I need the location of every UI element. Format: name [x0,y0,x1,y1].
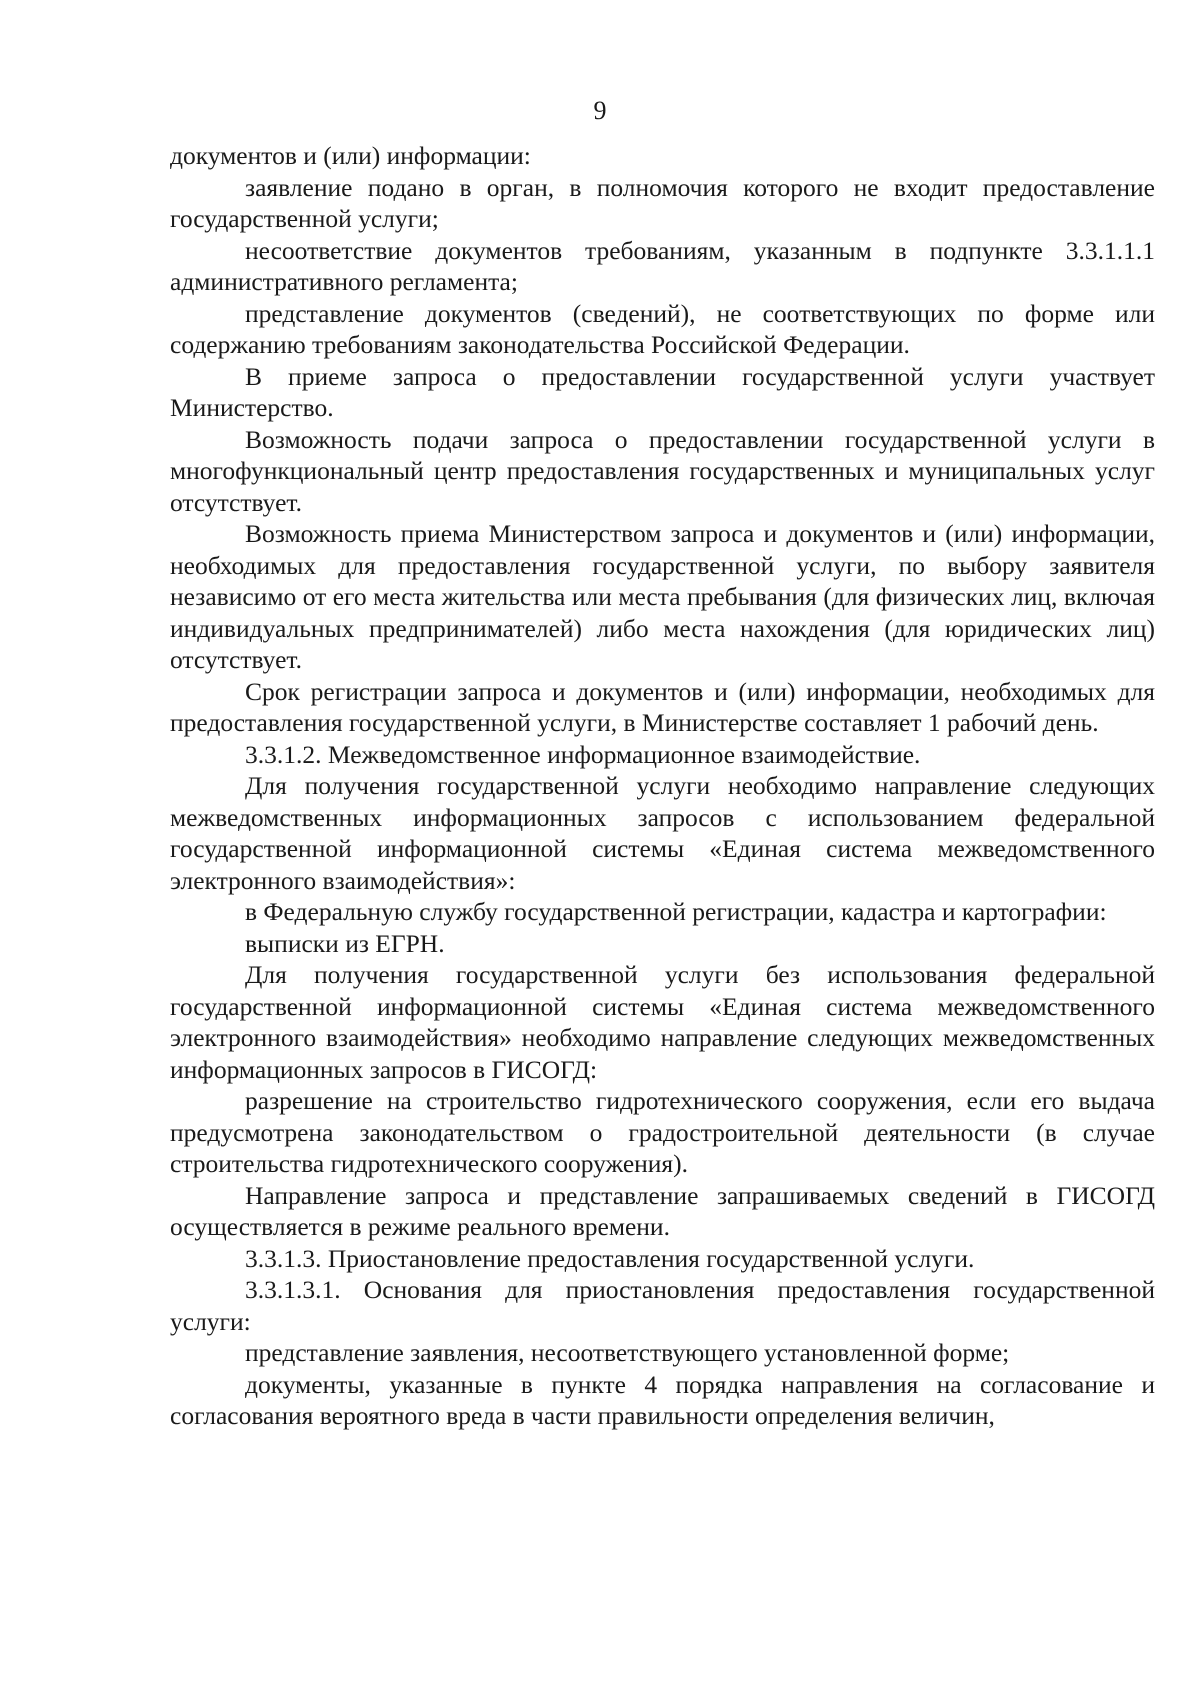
section-heading: 3.3.1.2. Межведомственное информационное взаимодействие. [245,739,921,769]
section-heading: 3.3.1.3. Приостановление предоставления государственной услуги. [245,1243,975,1273]
paragraph: представление документов (сведений), не соответствующих по форме или содержанию требованиям законодательства Российской Федерации. [170,298,1155,359]
page-number: 9 [593,96,607,125]
paragraph: 3.3.1.3.1. Основания для приостановления предоставления государственной услуги: [170,1275,1155,1336]
paragraph: Для получения государственной услуги необходимо направление следующих межведомственных информационных запросов с использованием федеральной государственной информационной системы «Единая система межведомственного электронного взаимодействия»: [170,771,1155,895]
paragraph: в Федеральную службу государственной регистрации, кадастра и картографии: [245,897,1107,926]
paragraph: Срок регистрации запроса и документов и (или) информации, необходимых для предоставления государственной услуги, в Министерстве составляет 1 рабочий день. [170,676,1155,737]
paragraph: представление заявления, несоответствующего установленной форме; [245,1338,1010,1367]
paragraph: В приеме запроса о предоставлении государственной услуги участвует Министерство. [170,361,1155,422]
paragraph: выписки из ЕГРН. [245,928,445,958]
document-body [170,140,1155,1432]
paragraph: несоответствие документов требованиям, указанным в подпункте 3.3.1.1.1 административного регламента; [170,235,1155,296]
paragraph: документы, указанные в пункте 4 порядка направления на согласование и согласования вероятного вреда в части правильности определения величин, [170,1369,1155,1430]
paragraph: разрешение на строительство гидротехнического сооружения, если его выдача предусмотрена законодательством о градостроительной деятельности (в случае строительства гидротехнического сооружения). [170,1086,1155,1178]
paragraph: заявление подано в орган, в полномочия которого не входит предоставление государственной услуги; [170,172,1155,233]
paragraph: Для получения государственной услуги без использования федеральной государственной информационной системы «Единая система межведомственного электронного взаимодействия» необходимо направление следующих межведомственных информационных запросов в ГИСОГД: [170,960,1155,1084]
paragraph-continuation: документов и (или) информации: [170,141,531,170]
paragraph: Направление запроса и представление запрашиваемых сведений в ГИСОГД осуществляется в режиме реального времени. [170,1180,1155,1241]
paragraph: Возможность приема Министерством запроса и документов и (или) информации, необходимых для предоставления государственной услуги, по выбору заявителя независимо от его места жительства или места пребывания (для физических лиц, включая индивидуальных предпринимателей) либо места нахождения (для юридических лиц) отсутствует. [170,519,1155,674]
paragraph: Возможность подачи запроса о предоставлении государственной услуги в многофункциональный центр предоставления государственных и муниципальных услуг отсутствует. [170,424,1155,517]
